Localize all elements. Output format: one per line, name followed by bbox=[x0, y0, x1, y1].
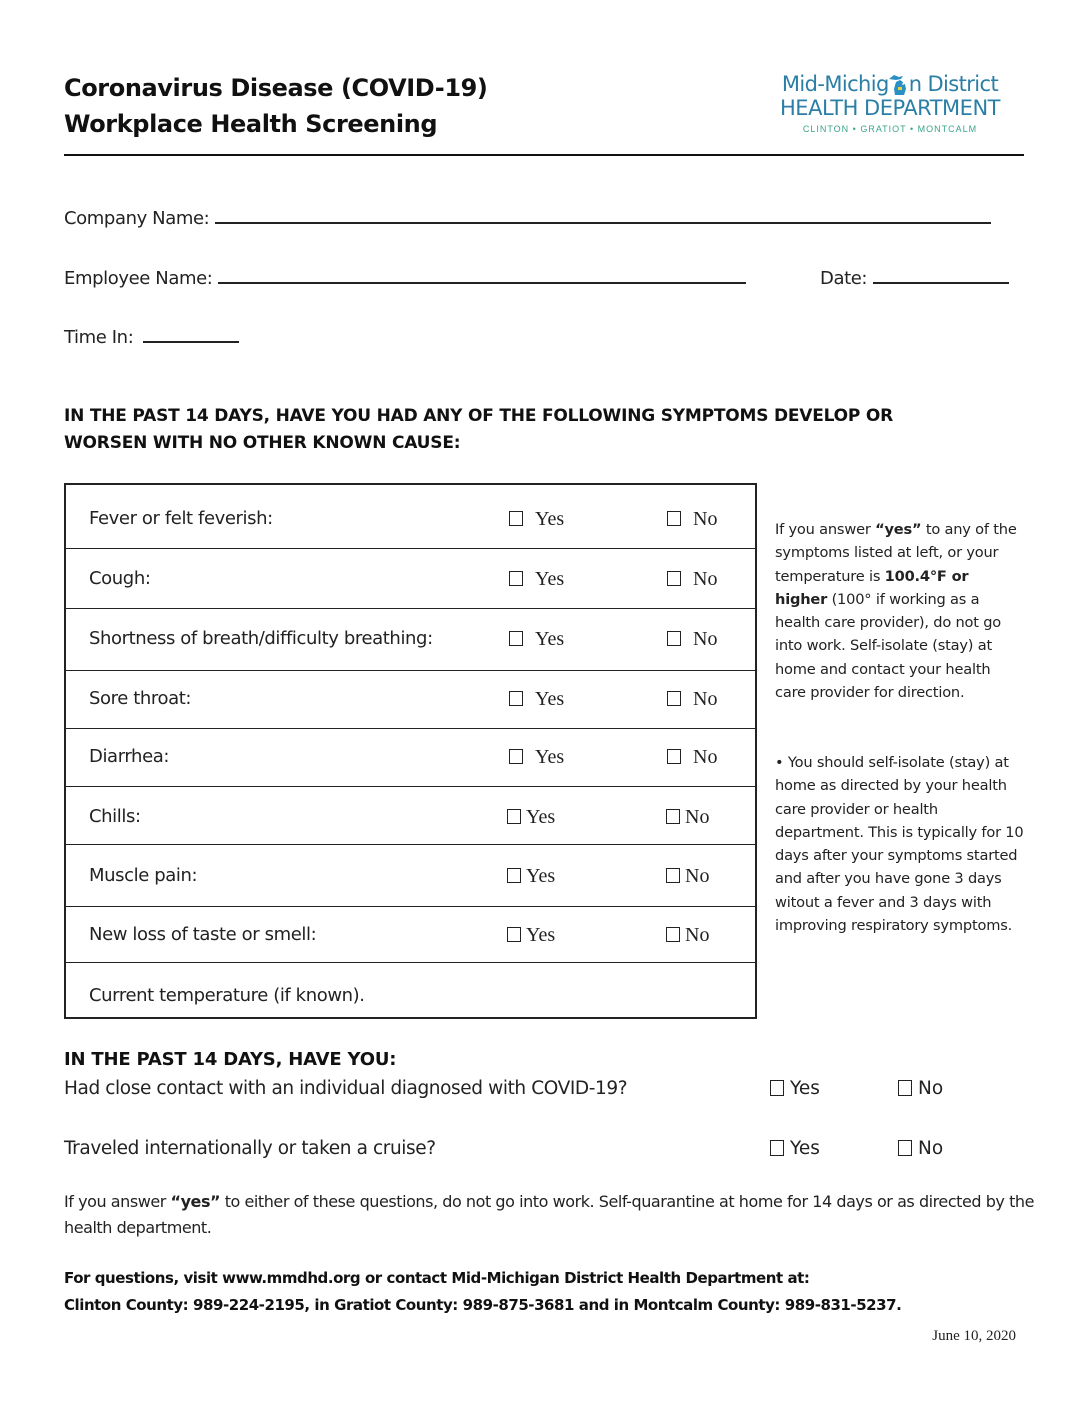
no-label: No bbox=[685, 924, 710, 946]
symptom-row-fever bbox=[66, 485, 755, 549]
symptom-label: Muscle pain: bbox=[89, 865, 198, 886]
company-name-input[interactable] bbox=[215, 206, 991, 224]
no-option[interactable] bbox=[667, 628, 717, 651]
no-option[interactable] bbox=[667, 688, 717, 711]
close-contact-yes-option[interactable] bbox=[770, 1078, 820, 1099]
yes-option[interactable] bbox=[507, 865, 555, 888]
temperature-label: Current temperature (if known). bbox=[89, 985, 365, 1006]
no-option[interactable] bbox=[667, 508, 717, 531]
guidance-text: If you answer bbox=[775, 521, 876, 538]
checkbox-no[interactable] bbox=[667, 749, 681, 764]
yes-label: Yes bbox=[790, 1138, 820, 1159]
yes-label: Yes bbox=[526, 806, 556, 828]
no-option[interactable] bbox=[666, 806, 709, 829]
checkbox-yes[interactable] bbox=[507, 927, 521, 942]
symptom-guidance bbox=[775, 518, 1025, 704]
guidance-yes-emphasis: “yes” bbox=[875, 521, 922, 538]
yes-label: Yes bbox=[535, 688, 565, 710]
employee-name-label: Employee Name: bbox=[64, 268, 213, 289]
symptom-label: Chills: bbox=[89, 806, 141, 827]
employee-name-field bbox=[64, 266, 746, 289]
yes-label: Yes bbox=[790, 1078, 820, 1099]
symptom-label: New loss of taste or smell: bbox=[89, 924, 317, 945]
checkbox-yes[interactable] bbox=[507, 809, 521, 824]
no-option[interactable] bbox=[666, 865, 709, 888]
checkbox-no[interactable] bbox=[667, 571, 681, 586]
no-label: No bbox=[685, 865, 710, 887]
no-label: No bbox=[693, 568, 718, 590]
exposure-question-close-contact: Had close contact with an individual diagnosed with COVID-19? bbox=[64, 1078, 628, 1099]
symptoms-heading bbox=[64, 403, 893, 457]
no-label: No bbox=[693, 746, 718, 768]
no-option[interactable] bbox=[666, 924, 709, 947]
no-label: No bbox=[918, 1138, 944, 1159]
travel-yes-option[interactable] bbox=[770, 1138, 820, 1159]
no-label: No bbox=[693, 508, 718, 530]
note-text: to either of these questions, do not go into work. Self-quarantine at home for 14 days or as directed by the health department. bbox=[64, 1192, 1034, 1237]
employee-name-input[interactable] bbox=[218, 266, 746, 284]
revision-date: June 10, 2020 bbox=[932, 1328, 1016, 1344]
exposure-question-travel: Traveled internationally or taken a cruise? bbox=[64, 1138, 436, 1159]
title-line-1: Coronavirus Disease (COVID-19) bbox=[64, 74, 488, 102]
no-option[interactable] bbox=[667, 746, 717, 769]
guidance-text: to any of the symptoms listed at left, or your temperature is bbox=[775, 521, 1017, 585]
michigan-map-icon bbox=[887, 73, 911, 97]
symptom-label: Diarrhea: bbox=[89, 746, 170, 767]
no-option[interactable] bbox=[667, 568, 717, 591]
contact-line-2: Clinton County: 989-224-2195, in Gratiot County: 989-875-3681 and in Montcalm County: 989-831-5237. bbox=[64, 1296, 902, 1314]
checkbox-yes[interactable] bbox=[509, 691, 523, 706]
checkbox-yes[interactable] bbox=[509, 749, 523, 764]
no-label: No bbox=[693, 688, 718, 710]
date-label: Date: bbox=[820, 268, 868, 289]
contact-info bbox=[64, 1265, 1044, 1319]
yes-label: Yes bbox=[535, 508, 565, 530]
checkbox-no[interactable] bbox=[667, 511, 681, 526]
symptom-label: Fever or felt feverish: bbox=[89, 508, 273, 529]
logo-counties: CLINTON • GRATIOT • MONTCALM bbox=[802, 124, 978, 134]
yes-label: Yes bbox=[526, 865, 556, 887]
no-label: No bbox=[693, 628, 718, 650]
logo-line-1 bbox=[760, 72, 1020, 97]
time-in-input[interactable] bbox=[143, 325, 239, 343]
temperature-row[interactable] bbox=[66, 963, 755, 1017]
yes-option[interactable] bbox=[509, 688, 564, 711]
note-text: If you answer bbox=[64, 1192, 171, 1211]
yes-option[interactable] bbox=[509, 568, 564, 591]
yes-label: Yes bbox=[535, 746, 565, 768]
guidance-temperature-threshold: 100.4°F or higher bbox=[775, 567, 969, 608]
date-field bbox=[820, 266, 1009, 289]
checkbox-no[interactable] bbox=[666, 809, 680, 824]
mmdhd-logo bbox=[760, 72, 1020, 148]
checkbox-no[interactable] bbox=[667, 691, 681, 706]
symptom-label: Cough: bbox=[89, 568, 151, 589]
checkbox-yes[interactable] bbox=[509, 571, 523, 586]
checkbox-no[interactable] bbox=[667, 631, 681, 646]
travel-no-option[interactable] bbox=[898, 1138, 943, 1159]
no-label: No bbox=[685, 806, 710, 828]
yes-option[interactable] bbox=[509, 746, 564, 769]
guidance-text: (100° if working as a health care provider), do not go into work. Self-isolate (stay) at home and contact your health care provider for direction. bbox=[775, 590, 1002, 702]
symptom-row-loss-of-taste-smell bbox=[66, 907, 755, 963]
checkbox-no[interactable] bbox=[666, 927, 680, 942]
symptom-label: Shortness of breath/difficulty breathing: bbox=[89, 628, 433, 649]
contact-line-1: For questions, visit www.mmdhd.org or contact Mid-Michigan District Health Department at: bbox=[64, 1269, 810, 1287]
company-name-field bbox=[64, 206, 991, 229]
date-input[interactable] bbox=[873, 266, 1009, 284]
yes-label: Yes bbox=[535, 568, 565, 590]
exposure-note bbox=[64, 1189, 1034, 1241]
title-line-2: Workplace Health Screening bbox=[64, 110, 438, 138]
logo-line-2: HEALTH DEPARTMENT bbox=[780, 96, 1000, 120]
checkbox-yes[interactable] bbox=[509, 631, 523, 646]
no-label: No bbox=[918, 1078, 944, 1099]
checkbox-yes[interactable] bbox=[770, 1140, 784, 1156]
isolation-text: • You should self-isolate (stay) at home as directed by your health care provider or health department. This is typically for 10 days after your symptoms started and after you have gone 3 days witout a fever and 3 days with improving respiratory symptoms. bbox=[775, 754, 1024, 935]
form-title bbox=[64, 70, 488, 142]
yes-option[interactable] bbox=[509, 628, 564, 651]
yes-label: Yes bbox=[526, 924, 556, 946]
logo-text-right: n District bbox=[908, 72, 999, 96]
symptom-row-sore-throat bbox=[66, 671, 755, 729]
exposure-heading: IN THE PAST 14 DAYS, HAVE YOU: bbox=[64, 1049, 397, 1070]
symptom-row-diarrhea bbox=[66, 729, 755, 787]
header-divider bbox=[64, 154, 1024, 156]
symptoms-table bbox=[64, 483, 757, 1019]
symptom-label: Sore throat: bbox=[89, 688, 192, 709]
yes-option[interactable] bbox=[509, 508, 564, 531]
isolation-guidance bbox=[775, 751, 1025, 937]
time-in-label: Time In: bbox=[64, 327, 134, 348]
note-yes-emphasis: “yes” bbox=[170, 1192, 221, 1211]
checkbox-no[interactable] bbox=[898, 1080, 912, 1096]
symptoms-heading-line-2: WORSEN WITH NO OTHER KNOWN CAUSE: bbox=[64, 433, 461, 453]
time-in-field bbox=[64, 325, 239, 348]
company-name-label: Company Name: bbox=[64, 208, 210, 229]
symptom-row-cough bbox=[66, 549, 755, 609]
logo-text-left: Mid-Michig bbox=[781, 72, 889, 96]
checkbox-yes[interactable] bbox=[509, 511, 523, 526]
yes-label: Yes bbox=[535, 628, 565, 650]
yes-option[interactable] bbox=[507, 806, 555, 829]
symptom-row-muscle-pain bbox=[66, 845, 755, 907]
checkbox-no[interactable] bbox=[898, 1140, 912, 1156]
symptom-row-shortness-of-breath bbox=[66, 609, 755, 671]
close-contact-no-option[interactable] bbox=[898, 1078, 943, 1099]
checkbox-no[interactable] bbox=[666, 868, 680, 883]
symptoms-heading-line-1: IN THE PAST 14 DAYS, HAVE YOU HAD ANY OF THE FOLLOWING SYMPTOMS DEVELOP OR bbox=[64, 406, 894, 426]
checkbox-yes[interactable] bbox=[770, 1080, 784, 1096]
symptom-row-chills bbox=[66, 787, 755, 845]
checkbox-yes[interactable] bbox=[507, 868, 521, 883]
yes-option[interactable] bbox=[507, 924, 555, 947]
